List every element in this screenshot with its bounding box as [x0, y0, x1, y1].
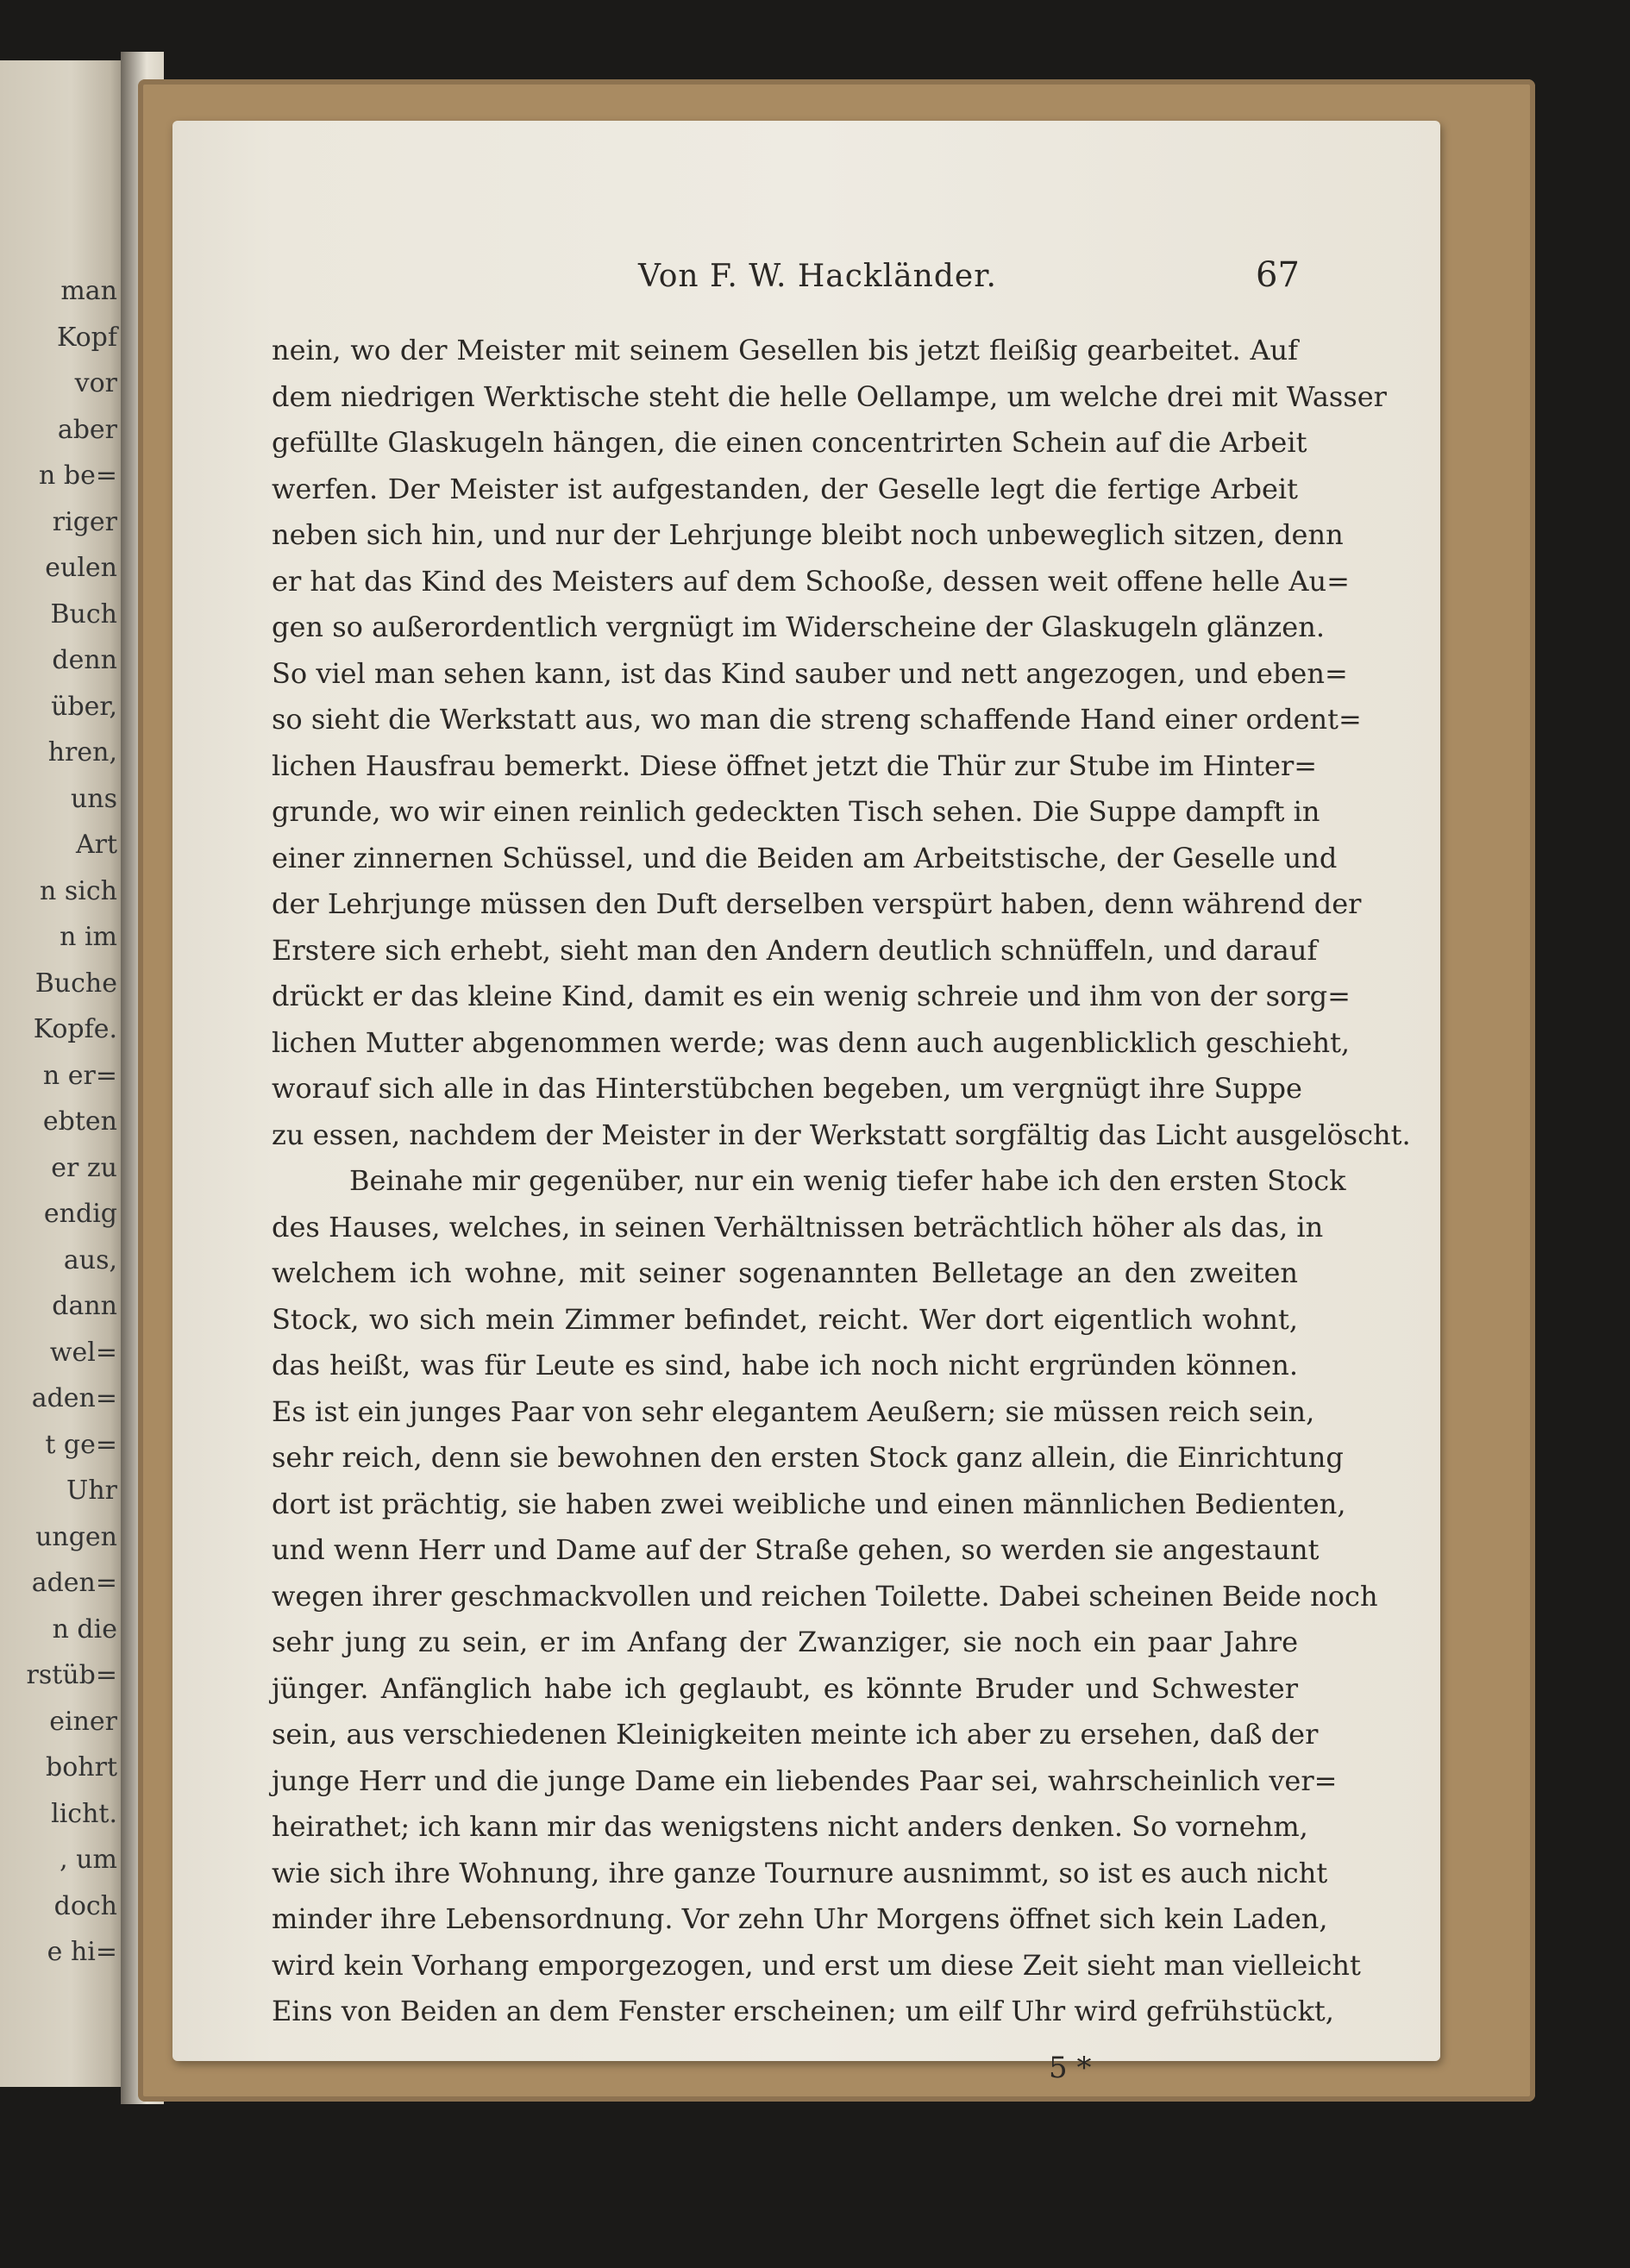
text-line: gen so außerordentlich vergnügt im Widerscheine der Glaskugeln glänzen.: [272, 611, 1325, 643]
text-line: jünger. Anfänglich habe ich geglaubt, es könnte Bruder und Schwester: [272, 1671, 1298, 1705]
text-line: er hat das Kind des Meisters auf dem Schooße, dessen weit offene helle Au=: [272, 564, 1350, 598]
text-line: so sieht die Werkstatt aus, wo man die streng schaffende Hand einer ordent=: [272, 703, 1362, 736]
running-head: Von F. W. Hackländer.: [638, 259, 997, 294]
text-line: minder ihre Lebensordnung. Vor zehn Uhr Morgens öffnet sich kein Laden,: [272, 1902, 1328, 1935]
text-line: wird kein Vorhang emporgezogen, und erst um diese Zeit sieht man vielleicht: [272, 1948, 1361, 1982]
text-line: Stock, wo sich mein Zimmer befindet, reicht. Wer dort eigentlich wohnt,: [272, 1302, 1298, 1336]
left-page-fragment: n er=: [42, 1060, 117, 1091]
text-line: dort ist prächtig, sie haben zwei weibliche und einen männlichen Bedienten,: [272, 1487, 1346, 1520]
left-page-fragment: endig: [43, 1199, 117, 1229]
left-page-fragment: n sich: [40, 875, 117, 906]
text-line: des Hauses, welches, in seinen Verhältnissen beträchtlich höher als das, in: [272, 1210, 1324, 1244]
left-page-edge: [0, 60, 129, 2087]
text-line: junge Herr und die junge Dame ein liebendes Paar sei, wahrscheinlich ver=: [272, 1764, 1338, 1797]
body-text: [272, 328, 1411, 2035]
text-line: worauf sich alle in das Hinterstübchen begeben, um vergnügt ihre Suppe: [272, 1072, 1302, 1105]
left-page-fragment: bohrt: [46, 1752, 117, 1782]
text-line: lichen Mutter abgenommen werde; was denn auch augenblicklich geschieht,: [272, 1025, 1351, 1059]
text-line: der Lehrjunge müssen den Duft derselben verspürt haben, denn während der: [272, 887, 1362, 920]
left-page-fragment: dann: [52, 1291, 117, 1321]
text-line: sein, aus verschiedenen Kleinigkeiten meinte ich aber zu ersehen, daß der: [272, 1718, 1319, 1751]
text-line: Es ist ein junges Paar von sehr elegantem Aeußern; sie müssen reich sein,: [272, 1394, 1315, 1428]
left-page-fragment: licht.: [51, 1798, 117, 1829]
left-page-fragment: Buche: [34, 968, 117, 999]
text-line: lichen Hausfrau bemerkt. Diese öffnet jetzt die Thür zur Stube im Hinter=: [272, 749, 1318, 782]
left-page-fragment: über,: [51, 691, 117, 722]
text-line: Beinahe mir gegenüber, nur ein wenig tiefer habe ich den ersten Stock: [349, 1164, 1346, 1197]
left-page-fragment: denn: [52, 645, 117, 675]
left-page-fragment: Kopfe.: [33, 1014, 117, 1044]
left-page-fragment: man: [60, 276, 117, 306]
left-page-fragment: Buch: [50, 598, 117, 630]
text-line: sehr reich, denn sie bewohnen den ersten Stock ganz allein, die Einrichtung: [272, 1441, 1344, 1474]
left-page-fragment: einer: [49, 1706, 117, 1737]
left-page-fragment: riger: [52, 506, 117, 537]
left-page-fragment: rstüb=: [26, 1660, 117, 1690]
signature-mark: 5 *: [1049, 2051, 1092, 2085]
left-page-fragment: eulen: [45, 553, 117, 583]
left-page-fragment: ungen: [35, 1521, 117, 1552]
left-page-fragment: , um: [60, 1845, 117, 1875]
left-page-fragment: vor: [74, 368, 117, 398]
left-page-fragment: aden=: [31, 1383, 117, 1413]
left-page-fragment: hren,: [47, 737, 117, 767]
text-line: wie sich ihre Wohnung, ihre ganze Tournure ausnimmt, so ist es auch nicht: [272, 1856, 1328, 1889]
text-line: nein, wo der Meister mit seinem Gesellen bis jetzt fleißig gearbeitet. Auf: [272, 334, 1298, 367]
text-line: einer zinnernen Schüssel, und die Beiden am Arbeitstische, der Geselle und: [272, 841, 1338, 874]
text-line: welchem ich wohne, mit seiner sogenannten Belletage an den zweiten: [272, 1256, 1298, 1289]
text-line: wegen ihrer geschmackvollen und reichen Toilette. Dabei scheinen Beide noch: [272, 1579, 1378, 1613]
page-number: 67: [1256, 255, 1300, 295]
left-page-fragment: aber: [57, 414, 117, 445]
left-page-fragment: n be=: [39, 460, 117, 491]
left-page-fragment: Kopf: [57, 322, 117, 353]
left-page-fragment: Uhr: [66, 1475, 117, 1506]
left-page-fragment: t ge=: [45, 1429, 117, 1460]
text-line: das heißt, was für Leute es sind, habe ich noch nicht ergründen können.: [272, 1349, 1298, 1381]
left-page-fragment: doch: [53, 1890, 117, 1921]
left-page-fragment: wel=: [49, 1337, 117, 1368]
left-page-fragment: ebten: [42, 1106, 117, 1137]
left-page-fragment: Art: [75, 830, 117, 860]
text-line: heirathet; ich kann mir das wenigstens nicht anders denken. So vornehm,: [272, 1810, 1308, 1843]
text-line: gefüllte Glaskugeln hängen, die einen concentrirten Schein auf die Arbeit: [272, 426, 1307, 459]
left-page-fragment: er zu: [51, 1152, 117, 1183]
left-page-fragment: aden=: [31, 1568, 117, 1598]
text-line: werfen. Der Meister ist aufgestanden, der Geselle legt die fertige Arbeit: [272, 472, 1298, 505]
text-line: Eins von Beiden an dem Fenster erscheinen; um eilf Uhr wird gefrühstückt,: [272, 1995, 1334, 2027]
left-page-fragment: uns: [70, 783, 117, 814]
text-line: So viel man sehen kann, ist das Kind sauber und nett angezogen, und eben=: [272, 656, 1348, 690]
text-line: sehr jung zu sein, er im Anfang der Zwanziger, sie noch ein paar Jahre: [272, 1626, 1298, 1658]
text-line: und wenn Herr und Dame auf der Straße gehen, so werden sie angestaunt: [272, 1533, 1320, 1566]
left-page-fragment: e hi=: [47, 1937, 117, 1967]
text-line: zu essen, nachdem der Meister in der Werkstatt sorgfältig das Licht ausgelöscht.: [272, 1118, 1411, 1151]
left-page-fragment: n die: [52, 1613, 117, 1645]
text-line: neben sich hin, und nur der Lehrjunge bleibt noch unbeweglich sitzen, denn: [272, 518, 1344, 551]
left-page-fragment: n im: [60, 922, 117, 952]
text-line: Erstere sich erhebt, sieht man den Andern deutlich schnüffeln, und darauf: [272, 933, 1318, 967]
left-page-fragment: aus,: [63, 1244, 117, 1275]
text-line: grunde, wo wir einen reinlich gedeckten Tisch sehen. Die Suppe dampft in: [272, 795, 1320, 828]
text-line: dem niedrigen Werktische steht die helle Oellampe, um welche drei mit Wasser: [272, 379, 1387, 413]
text-line: drückt er das kleine Kind, damit es ein wenig schreie und ihm von der sorg=: [272, 980, 1351, 1012]
